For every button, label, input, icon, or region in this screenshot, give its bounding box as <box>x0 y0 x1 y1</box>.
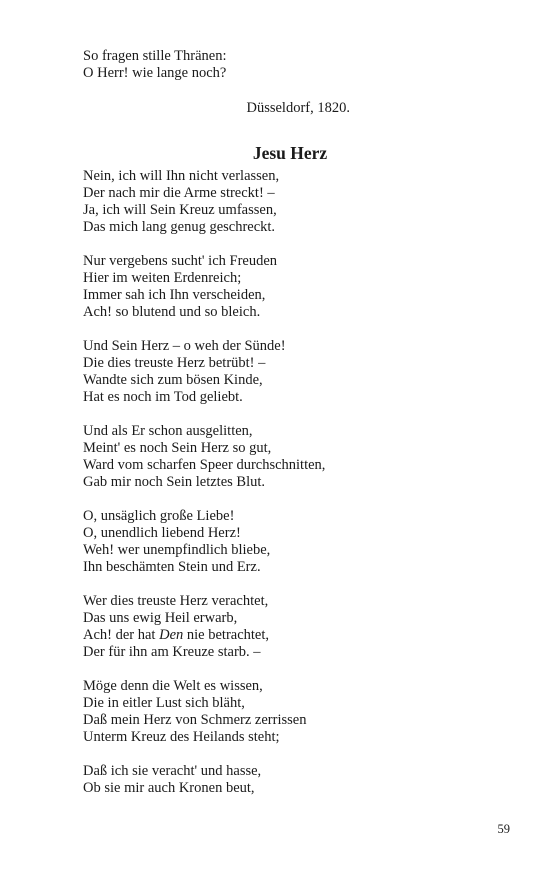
poem-line: Unterm Kreuz des Heilands steht; <box>83 729 280 745</box>
poem-line: Ja, ich will Sein Kreuz umfassen, <box>83 202 277 218</box>
poem-line: Daß ich sie veracht' und hasse, <box>83 763 262 779</box>
poem-line: Und Sein Herz – o weh der Sünde! <box>83 338 286 354</box>
poem-line: Daß mein Herz von Schmerz zerrissen <box>83 712 307 728</box>
poem-line: Hat es noch im Tod geliebt. <box>83 389 243 405</box>
stanza <box>83 168 383 236</box>
poem-line: Gab mir noch Sein letztes Blut. <box>83 474 266 490</box>
poem-line: Wandte sich zum bösen Kinde, <box>83 372 263 388</box>
poem-line: Und als Er schon ausgelitten, <box>83 423 253 439</box>
stanza <box>83 338 383 406</box>
poem-line: Ward vom scharfen Speer durchschnitten, <box>83 457 326 473</box>
intro-line: O Herr! wie lange noch? <box>83 65 227 81</box>
stanza <box>83 593 383 661</box>
poem-line: Immer sah ich Ihn verscheiden, <box>83 287 266 303</box>
intro-line: So fragen stille Thränen: <box>83 48 227 64</box>
poem-line: Ob sie mir auch Kronen beut, <box>83 780 255 796</box>
poem-line: Das mich lang genug geschreckt. <box>83 219 276 235</box>
stanza <box>83 423 383 491</box>
poem-line: Weh! wer unempfindlich bliebe, <box>83 542 271 558</box>
poem-title: Jesu Herz <box>252 143 328 163</box>
stanza <box>83 508 383 576</box>
stanza <box>83 763 383 797</box>
poem-line: O, unsäglich große Liebe! <box>83 508 235 524</box>
stanza <box>83 253 383 321</box>
poem-line: Der für ihn am Kreuze starb. – <box>83 644 261 660</box>
intro-lines <box>83 48 383 82</box>
poem-line: O, unendlich liebend Herz! <box>83 525 241 541</box>
poem-line: Nein, ich will Ihn nicht verlassen, <box>83 168 280 184</box>
poem-line: Ach! der hat Den nie betrachtet, <box>83 627 270 643</box>
poem-line: Ihn beschämten Stein und Erz. <box>83 559 261 575</box>
poem-line: Nur vergebens sucht' ich Freuden <box>83 253 278 269</box>
poem-line: Die dies treuste Herz betrübt! – <box>83 355 266 371</box>
poem-line: Das uns ewig Heil erwarb, <box>83 610 238 626</box>
place-date: Düsseldorf, 1820. <box>246 100 350 116</box>
poem-body <box>83 168 383 797</box>
poem-line: Die in eitler Lust sich bläht, <box>83 695 245 711</box>
stanza <box>83 678 383 746</box>
poem-line: Wer dies treuste Herz verachtet, <box>83 593 269 609</box>
poem-line: Der nach mir die Arme streckt! – <box>83 185 275 201</box>
poem-line: Hier im weiten Erdenreich; <box>83 270 242 286</box>
poem-line: Möge denn die Welt es wissen, <box>83 678 263 694</box>
page-number: 59 <box>497 822 510 836</box>
poem-line: Ach! so blutend und so bleich. <box>83 304 261 320</box>
poem-line: Meint' es noch Sein Herz so gut, <box>83 440 272 456</box>
